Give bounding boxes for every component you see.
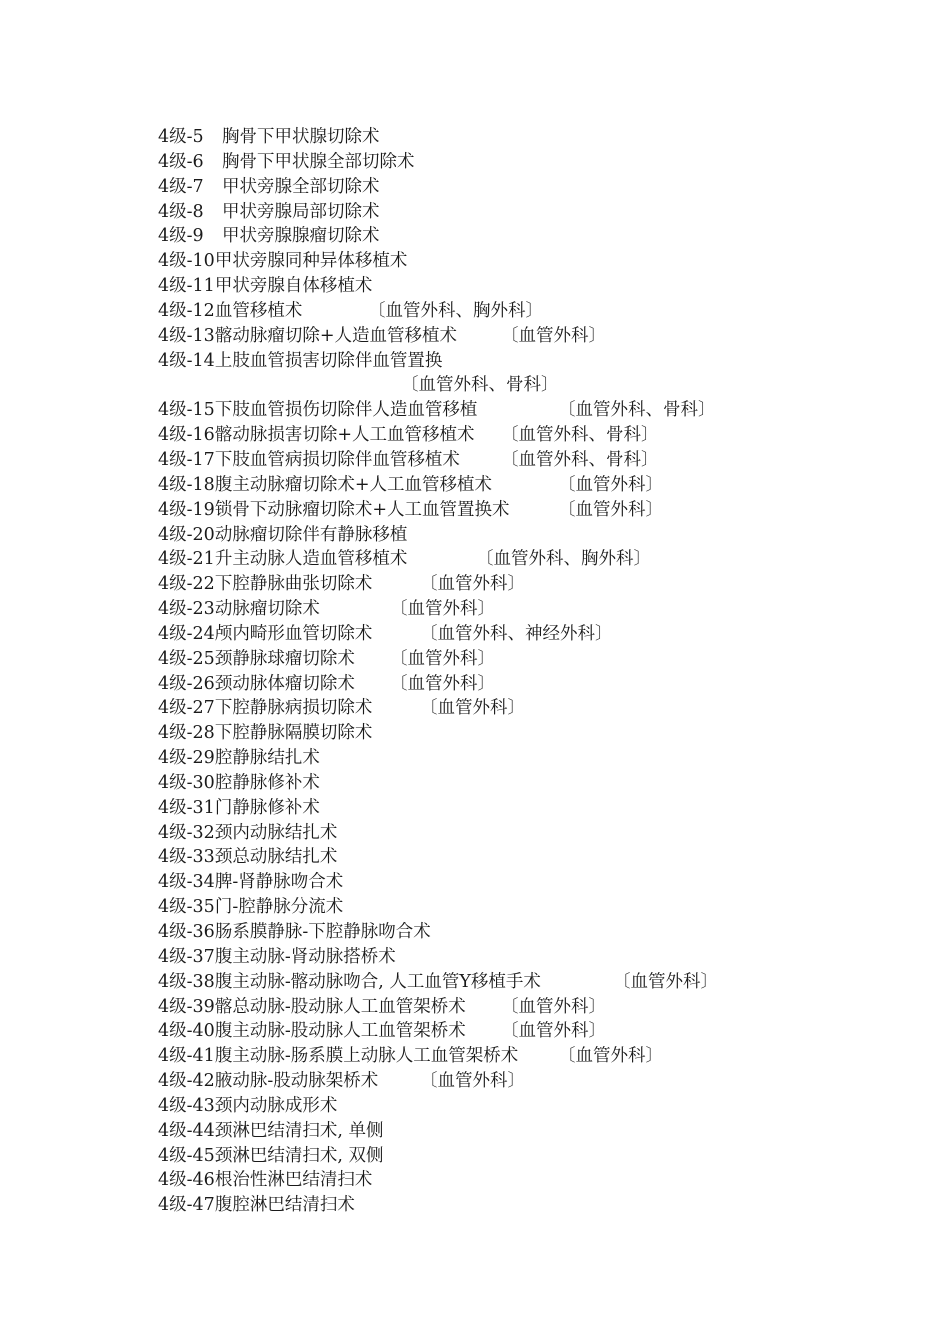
list-item (158, 1044, 918, 1069)
procedure-name: 髂总动脉-股动脉人工血管架桥术 (214, 996, 466, 1017)
procedure-name: 腹主动脉瘤切除术+人工血管移植术 (214, 474, 492, 495)
procedure-name: 脾-肾静脉吻合术 (214, 872, 344, 893)
department-note: 〔血管外科〕 (613, 971, 718, 992)
procedure-name: 肠系膜静脉-下腔静脉吻合术 (214, 922, 431, 942)
list-item (158, 373, 918, 398)
procedure-code: 4级-33 (158, 847, 215, 868)
list-item (158, 796, 918, 821)
procedure-code: 4级-41 (158, 1046, 215, 1067)
list-item (158, 995, 918, 1020)
department-note: 〔血管外科〕 (501, 1021, 606, 1042)
list-item (158, 349, 918, 374)
procedure-name: 下肢血管病损切除伴血管移植术 (214, 449, 460, 470)
procedure-code: 4级-23 (158, 599, 215, 620)
procedure-code: 4级-45 (158, 1145, 215, 1166)
procedure-name: 腹主动脉-肠系膜上动脉人工血管架桥术 (214, 1046, 519, 1067)
procedure-code: 4级-14 (158, 350, 215, 371)
procedure-code: 4级-44 (158, 1120, 215, 1141)
procedure-code: 4级-36 (158, 922, 215, 942)
list-item (158, 945, 918, 970)
procedure-name: 甲状旁腺同种异体移植术 (214, 251, 408, 272)
procedure-name: 动脉瘤切除术 (214, 599, 320, 620)
procedure-name: 腹主动脉-肾动脉搭桥术 (214, 946, 396, 967)
list-item (158, 1019, 918, 1044)
procedure-name: 胸骨下甲状腺切除术 (222, 127, 380, 147)
list-item (158, 324, 918, 349)
procedure-code: 4级-28 (158, 723, 215, 744)
department-note: 〔血管外科〕 (501, 325, 606, 346)
procedure-name: 腔静脉修补术 (214, 772, 320, 793)
procedure-name: 甲状旁腺全部切除术 (222, 176, 380, 197)
procedure-code: 4级-10 (158, 251, 215, 272)
list-item (158, 696, 918, 721)
procedure-name: 下肢血管损伤切除伴人造血管移植 (214, 400, 478, 421)
department-note: 〔血管外科、神经外科〕 (420, 623, 613, 644)
procedure-code: 4级-38 (158, 971, 215, 992)
procedure-name: 颈淋巴结清扫术, 双侧 (214, 1145, 384, 1166)
department-note: 〔血管外科、骨科〕 (401, 375, 559, 396)
procedure-name: 下腔静脉曲张切除术 (214, 574, 373, 595)
procedure-code: 4级-8 (158, 201, 204, 222)
department-note: 〔血管外科〕 (390, 599, 495, 620)
procedure-code: 4级-9 (158, 226, 204, 247)
list-item (158, 845, 918, 870)
list-item (158, 622, 918, 647)
procedure-code: 4级-37 (158, 946, 215, 967)
list-item (158, 523, 918, 548)
procedure-code: 4级-5 (158, 127, 204, 147)
list-item (158, 299, 918, 324)
list-item (158, 547, 918, 572)
procedure-code: 4级-27 (158, 698, 215, 719)
procedure-name: 下腔静脉病损切除术 (214, 698, 373, 719)
procedure-code: 4级-17 (158, 449, 215, 470)
procedure-code: 4级-34 (158, 872, 215, 893)
procedure-name: 颅内畸形血管切除术 (214, 623, 373, 644)
procedure-code: 4级-25 (158, 648, 215, 669)
procedure-code: 4级-12 (158, 300, 215, 321)
procedure-name: 髂动脉瘤切除+人造血管移植术 (214, 325, 457, 346)
department-note: 〔血管外科、胸外科〕 (368, 300, 543, 321)
procedure-name: 升主动脉人造血管移植术 (214, 549, 408, 570)
procedure-name: 颈内动脉成形术 (214, 1095, 338, 1116)
procedure-list (158, 125, 918, 1218)
list-item (158, 498, 918, 523)
procedure-code: 4级-32 (158, 822, 215, 843)
department-note: 〔血管外科〕 (420, 1071, 525, 1092)
procedure-code: 4级-11 (158, 276, 215, 297)
list-item (158, 1168, 918, 1193)
procedure-name: 胸骨下甲状腺全部切除术 (222, 151, 415, 172)
list-item (158, 448, 918, 473)
list-item (158, 895, 918, 920)
procedure-name: 上肢血管损害切除伴血管置换 (214, 350, 443, 371)
list-item (158, 1119, 918, 1144)
procedure-code: 4级-42 (158, 1071, 215, 1092)
procedure-code: 4级-46 (158, 1170, 215, 1191)
procedure-name: 甲状旁腺局部切除术 (222, 201, 380, 222)
department-note: 〔血管外科、胸外科〕 (476, 549, 651, 570)
department-note: 〔血管外科〕 (420, 574, 525, 595)
list-item (158, 1094, 918, 1119)
procedure-name: 甲状旁腺腺瘤切除术 (222, 226, 380, 247)
procedure-code: 4级-18 (158, 474, 215, 495)
list-item (158, 1193, 918, 1218)
list-item (158, 597, 918, 622)
procedure-name: 根治性淋巴结清扫术 (214, 1170, 373, 1191)
procedure-code: 4级-19 (158, 499, 215, 520)
list-item (158, 249, 918, 274)
procedure-code: 4级-35 (158, 897, 215, 918)
procedure-code: 4级-6 (158, 151, 204, 172)
list-item (158, 970, 918, 995)
list-item (158, 647, 918, 672)
procedure-name: 颈淋巴结清扫术, 单侧 (214, 1120, 384, 1141)
department-note: 〔血管外科〕 (501, 996, 606, 1017)
procedure-name: 门静脉修补术 (214, 797, 320, 818)
procedure-name: 腹主动脉-髂动脉吻合, 人工血管Y移植手术 (214, 971, 541, 992)
procedure-name: 腹腔淋巴结清扫术 (214, 1195, 355, 1216)
list-item (158, 150, 918, 175)
department-note: 〔血管外科、骨科〕 (501, 449, 659, 470)
procedure-name: 颈动脉体瘤切除术 (214, 673, 355, 694)
procedure-code: 4级-47 (158, 1195, 215, 1216)
procedure-code: 4级-31 (158, 797, 215, 818)
department-note: 〔血管外科〕 (558, 474, 663, 495)
procedure-name: 门-腔静脉分流术 (214, 897, 344, 918)
list-item (158, 721, 918, 746)
department-note: 〔血管外科〕 (558, 1046, 663, 1067)
department-note: 〔血管外科、骨科〕 (501, 425, 659, 446)
procedure-name: 血管移植术 (214, 300, 303, 321)
procedure-name: 颈总动脉结扎术 (214, 847, 338, 868)
list-item (158, 1069, 918, 1094)
list-item (158, 274, 918, 299)
list-item (158, 175, 918, 200)
list-item (158, 224, 918, 249)
list-item (158, 473, 918, 498)
department-note: 〔血管外科〕 (558, 499, 663, 520)
list-item (158, 200, 918, 225)
procedure-name: 腔静脉结扎术 (214, 748, 320, 769)
procedure-name: 锁骨下动脉瘤切除术+人工血管置换术 (214, 499, 510, 520)
list-item (158, 572, 918, 597)
procedure-name: 下腔静脉隔膜切除术 (214, 723, 373, 744)
procedure-code: 4级-21 (158, 549, 215, 570)
department-note: 〔血管外科〕 (390, 648, 495, 669)
department-note: 〔血管外科〕 (420, 698, 525, 719)
procedure-code: 4级-16 (158, 425, 215, 446)
procedure-code: 4级-29 (158, 748, 215, 769)
list-item (158, 672, 918, 697)
list-item (158, 398, 918, 423)
procedure-code: 4级-40 (158, 1021, 215, 1042)
list-item (158, 821, 918, 846)
procedure-code: 4级-7 (158, 176, 204, 197)
department-note: 〔血管外科、骨科〕 (558, 400, 716, 421)
procedure-code: 4级-15 (158, 400, 215, 421)
list-item (158, 423, 918, 448)
procedure-name: 髂动脉损害切除+人工血管移植术 (214, 425, 475, 446)
list-item (158, 746, 918, 771)
list-item (158, 870, 918, 895)
list-item (158, 920, 918, 945)
procedure-code: 4级-30 (158, 772, 215, 793)
list-item (158, 125, 918, 150)
procedure-code: 4级-24 (158, 623, 215, 644)
procedure-name: 甲状旁腺自体移植术 (214, 276, 373, 297)
procedure-name: 颈静脉球瘤切除术 (214, 648, 355, 669)
procedure-name: 颈内动脉结扎术 (214, 822, 338, 843)
list-item (158, 1144, 918, 1169)
procedure-code: 4级-22 (158, 574, 215, 595)
procedure-code: 4级-20 (158, 524, 215, 545)
procedure-code: 4级-43 (158, 1095, 215, 1116)
procedure-name: 腋动脉-股动脉架桥术 (214, 1071, 379, 1092)
procedure-code: 4级-26 (158, 673, 215, 694)
procedure-code: 4级-39 (158, 996, 215, 1017)
procedure-code: 4级-13 (158, 325, 215, 346)
list-item (158, 771, 918, 796)
department-note: 〔血管外科〕 (390, 673, 495, 694)
procedure-name: 腹主动脉-股动脉人工血管架桥术 (214, 1021, 466, 1042)
procedure-name: 动脉瘤切除伴有静脉移植 (214, 524, 408, 545)
